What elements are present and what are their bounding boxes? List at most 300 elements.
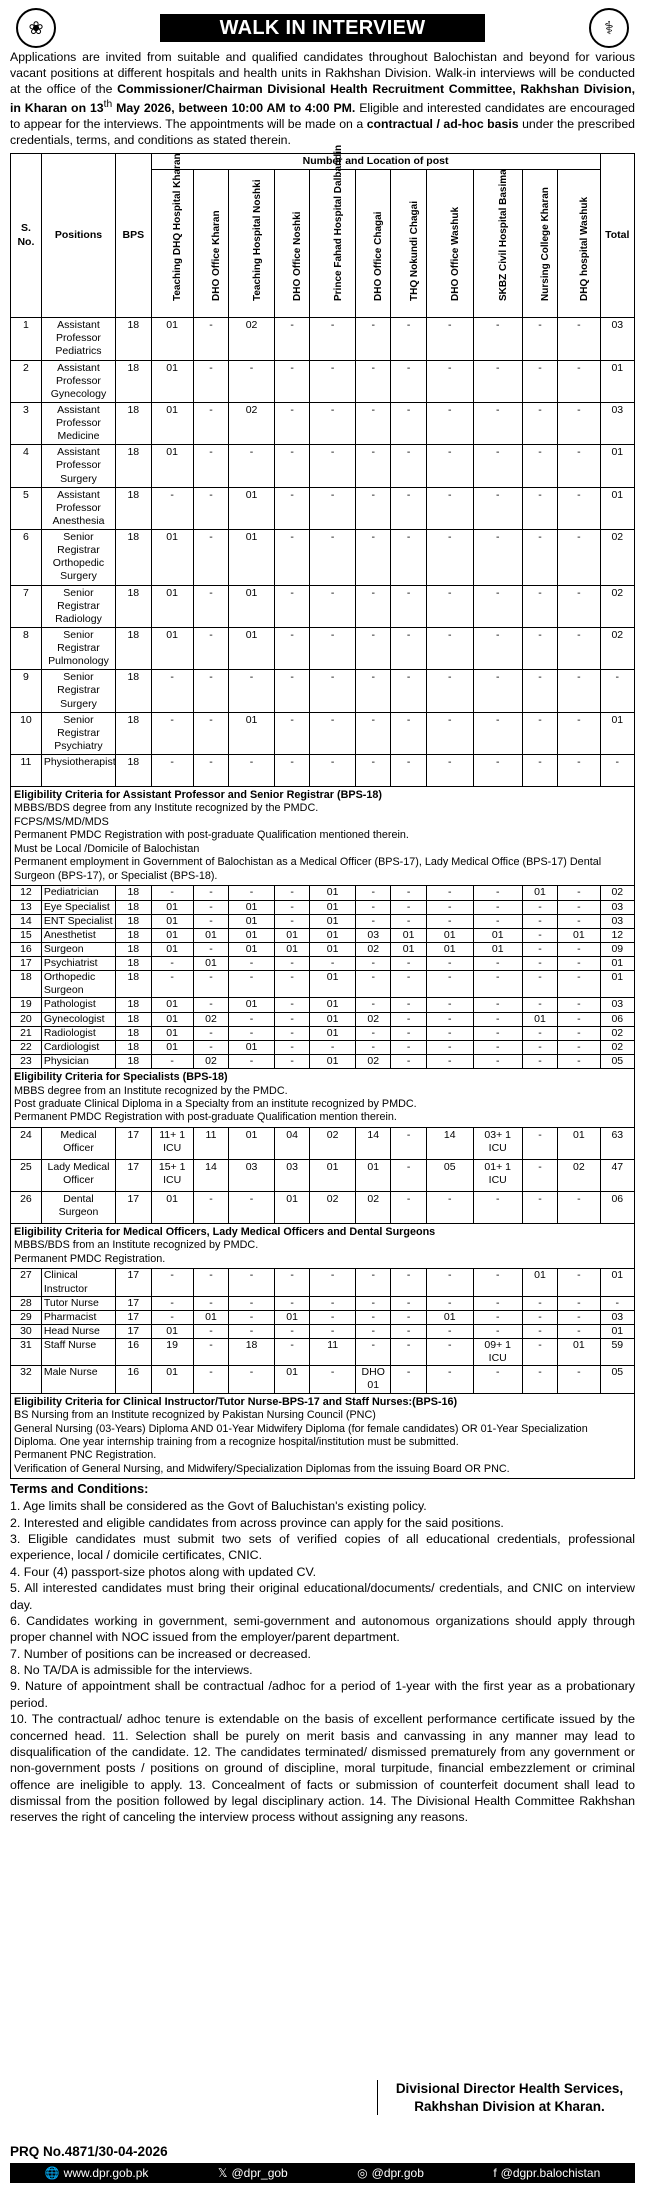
count-cell: - xyxy=(558,914,600,928)
intro-text-3: under the prescribed credentials, terms, and conditions as stated therein. xyxy=(10,117,635,148)
sno-cell: 7 xyxy=(11,585,42,627)
position-cell: Clinical Instructor xyxy=(41,1269,115,1296)
table-row xyxy=(11,445,635,487)
count-cell: 01 xyxy=(310,942,356,956)
count-cell: - xyxy=(193,360,228,402)
count-cell: - xyxy=(274,755,309,787)
table-row xyxy=(11,1339,635,1366)
position-cell: Gynecologist xyxy=(41,1012,115,1026)
count-cell: 01 xyxy=(229,942,275,956)
count-cell: 01 xyxy=(426,1310,473,1324)
count-cell: - xyxy=(391,1339,426,1366)
sno-cell: 19 xyxy=(11,998,42,1012)
social-handle: @dgpr.balochistan xyxy=(500,2165,601,2180)
count-cell: - xyxy=(522,1310,557,1324)
location-header xyxy=(473,170,522,318)
count-cell: 01 xyxy=(151,1324,193,1338)
social-link[interactable] xyxy=(493,2166,600,2181)
bps-cell: 18 xyxy=(116,971,151,998)
term-item: 1. Age limits shall be considered as the Govt of Baluchistan's existing policy. xyxy=(10,1499,427,1514)
location-header-label: Prince Fahad Hospital Dalbandin xyxy=(332,144,344,301)
count-cell: - xyxy=(391,1310,426,1324)
count-cell: - xyxy=(522,585,557,627)
count-cell: - xyxy=(274,318,309,360)
count-cell: - xyxy=(558,1012,600,1026)
count-cell: - xyxy=(310,670,356,712)
table-row xyxy=(11,1296,635,1310)
sno-cell: 11 xyxy=(11,755,42,787)
table-row xyxy=(11,530,635,586)
sno-cell: 5 xyxy=(11,487,42,529)
count-cell: - xyxy=(426,712,473,754)
count-cell: - xyxy=(193,585,228,627)
term-item: 8. No TA/DA is admissible for the interviews. xyxy=(10,1663,253,1678)
count-cell: - xyxy=(391,998,426,1012)
count-cell: - xyxy=(274,712,309,754)
term-item: 2. Interested and eligible candidates from across province can apply for the said positions. xyxy=(10,1515,504,1530)
count-cell: - xyxy=(310,712,356,754)
count-cell: - xyxy=(193,670,228,712)
position-cell: Assistant Professor Pediatrics xyxy=(41,318,115,360)
count-cell: - xyxy=(229,445,275,487)
bps-cell: 18 xyxy=(116,318,151,360)
eligibility-line: Permanent PMDC Registration with post-graduate Qualification mentioned therein. xyxy=(14,829,409,842)
signatory-block xyxy=(377,2080,635,2115)
position-cell: Pharmacist xyxy=(41,1310,115,1324)
count-cell: - xyxy=(391,487,426,529)
count-cell: - xyxy=(558,971,600,998)
count-cell: 14 xyxy=(356,1127,391,1159)
count-cell: - xyxy=(473,914,522,928)
count-cell: - xyxy=(473,445,522,487)
total-cell: 06 xyxy=(600,1191,634,1223)
table-row xyxy=(11,1324,635,1338)
count-cell: 02 xyxy=(193,1012,228,1026)
count-cell: 01 xyxy=(151,1191,193,1223)
table-row xyxy=(11,627,635,669)
total-cell: 01 xyxy=(600,445,634,487)
count-cell: - xyxy=(151,886,193,900)
count-cell: 01 xyxy=(310,900,356,914)
count-cell: 01+ 1 ICU xyxy=(473,1159,522,1191)
count-cell: - xyxy=(473,585,522,627)
count-cell: - xyxy=(229,1296,275,1310)
location-header-label: Teaching DHQ Hospital Kharan xyxy=(172,153,184,301)
count-cell: - xyxy=(473,1296,522,1310)
eligibility-criteria xyxy=(11,787,635,886)
total-cell: 02 xyxy=(600,627,634,669)
count-cell: - xyxy=(391,1296,426,1310)
count-cell: 02 xyxy=(229,318,275,360)
table-row xyxy=(11,942,635,956)
count-cell: - xyxy=(558,1026,600,1040)
position-cell: Male Nurse xyxy=(41,1366,115,1393)
social-link[interactable] xyxy=(218,2166,288,2181)
count-cell: - xyxy=(391,318,426,360)
count-cell: - xyxy=(356,585,391,627)
sno-cell: 32 xyxy=(11,1366,42,1393)
count-cell: - xyxy=(558,585,600,627)
position-cell: Lady Medical Officer xyxy=(41,1159,115,1191)
position-cell: Pathologist xyxy=(41,998,115,1012)
count-cell: - xyxy=(558,712,600,754)
location-header-label: THQ Nokundi Chagai xyxy=(408,200,420,301)
count-cell: - xyxy=(193,712,228,754)
position-cell: Cardiologist xyxy=(41,1040,115,1054)
terms-section xyxy=(10,1481,635,1825)
instagram-icon: ◎ xyxy=(357,2165,368,2180)
count-cell: - xyxy=(473,487,522,529)
count-cell: - xyxy=(229,886,275,900)
count-cell: - xyxy=(391,1324,426,1338)
count-cell: - xyxy=(274,530,309,586)
count-cell: - xyxy=(356,886,391,900)
eligibility-title: Eligibility Criteria for Clinical Instructor/Tutor Nurse-BPS-17 and Staff Nurses:(BPS-16) xyxy=(14,1395,458,1408)
count-cell: - xyxy=(274,1026,309,1040)
count-cell: - xyxy=(274,914,309,928)
count-cell: 01 xyxy=(310,1012,356,1026)
count-cell: - xyxy=(391,1040,426,1054)
count-cell: - xyxy=(473,755,522,787)
count-cell: - xyxy=(356,402,391,444)
count-cell: 01 xyxy=(473,928,522,942)
location-header-label: DHO Office Noshki xyxy=(292,211,304,301)
count-cell: - xyxy=(522,755,557,787)
count-cell: 01 xyxy=(274,928,309,942)
count-cell: - xyxy=(391,1191,426,1223)
count-cell: - xyxy=(274,1269,309,1296)
count-cell: 01 xyxy=(229,900,275,914)
count-cell: - xyxy=(426,487,473,529)
count-cell: - xyxy=(356,360,391,402)
count-cell: - xyxy=(473,530,522,586)
count-cell: - xyxy=(522,957,557,971)
count-cell: 01 xyxy=(151,1012,193,1026)
term-item: 10. The contractual/ adhoc tenure is extendable on the basis of excellent performance certificate issued by the concerned head. 11. Selection shall be purely on merit basis and canvassing in any manner may lead to disqualification of the candidate. 12. The candidates terminated/ dismissed prematurely from any government or non-government posts / positions on ground of discipline, moral turpitude, financial embezzlement or criminal offence are ineligible to apply. 13. Concealment of facts or submission of counterfeit document shall lead to dismissal from the position followed by legal disciplinary action. 14. The Divisional Health Committee Rakhshan reserves the right of canceling the interview process without assigning any reasons. xyxy=(10,1712,635,1825)
position-cell: Senior Registrar Surgery xyxy=(41,670,115,712)
count-cell: 02 xyxy=(356,1191,391,1223)
count-cell: - xyxy=(558,318,600,360)
eligibility-line: Permanent PMDC Registration. xyxy=(14,1252,166,1265)
term-item: 7. Number of positions can be increased or decreased. xyxy=(10,1646,311,1661)
count-cell: - xyxy=(193,318,228,360)
eligibility-title: Eligibility Criteria for Medical Officers, Lady Medical Officers and Dental Surgeons xyxy=(14,1225,436,1238)
bps-cell: 18 xyxy=(116,886,151,900)
terms-title: Terms and Conditions: xyxy=(10,1481,149,1497)
health-dept-emblem-icon: ⚕ xyxy=(589,8,629,48)
bps-cell: 18 xyxy=(116,957,151,971)
count-cell: - xyxy=(193,1269,228,1296)
table-row xyxy=(11,585,635,627)
count-cell: - xyxy=(310,445,356,487)
count-cell: - xyxy=(522,998,557,1012)
eligibility-line: MBBS/BDS degree from any Institute recognized by the PMDC. xyxy=(14,802,319,815)
count-cell: - xyxy=(356,487,391,529)
sno-cell: 15 xyxy=(11,928,42,942)
sno-cell: 8 xyxy=(11,627,42,669)
count-cell: - xyxy=(473,402,522,444)
count-cell: - xyxy=(522,1366,557,1393)
location-header xyxy=(229,170,275,318)
count-cell: 11 xyxy=(193,1127,228,1159)
count-cell: - xyxy=(473,712,522,754)
count-cell: 02 xyxy=(356,942,391,956)
col-positions-header: Positions xyxy=(41,154,115,318)
count-cell: - xyxy=(558,1296,600,1310)
total-cell: 01 xyxy=(600,487,634,529)
count-cell: - xyxy=(473,1310,522,1324)
count-cell: - xyxy=(558,755,600,787)
intro-date-time: May 2026, between 10:00 AM to 4:00 PM. xyxy=(112,101,356,116)
eligibility-line: General Nursing (03-Years) Diploma AND 01-Year Midwifery Diploma (for female candidates) OR 01-Year Specialization Diploma. One year internship training from a recognize hospital/institution must be submitted. xyxy=(14,1422,588,1448)
count-cell: - xyxy=(356,1040,391,1054)
sno-cell: 24 xyxy=(11,1127,42,1159)
sno-cell: 23 xyxy=(11,1054,42,1068)
count-cell: 01 xyxy=(310,998,356,1012)
count-cell: 01 xyxy=(426,928,473,942)
count-cell: - xyxy=(522,530,557,586)
count-cell: - xyxy=(391,971,426,998)
location-header-label: DHO Office Chagai xyxy=(373,211,385,301)
count-cell: - xyxy=(522,487,557,529)
count-cell: - xyxy=(310,1366,356,1393)
count-cell: - xyxy=(558,670,600,712)
count-cell: - xyxy=(274,900,309,914)
bps-cell: 16 xyxy=(116,1366,151,1393)
eligibility-row xyxy=(11,1223,635,1268)
sno-cell: 21 xyxy=(11,1026,42,1040)
eligibility-row xyxy=(11,1069,635,1128)
social-bar xyxy=(10,2163,635,2183)
term-item: 6. Candidates working in government, semi-government and autonomous organizations should apply through proper channel with NOC issued from the employer/parent department. xyxy=(10,1613,635,1645)
facebook-icon: f xyxy=(493,2165,497,2180)
count-cell: - xyxy=(558,360,600,402)
bps-cell: 18 xyxy=(116,670,151,712)
count-cell: - xyxy=(426,1012,473,1026)
count-cell: 01 xyxy=(193,957,228,971)
count-cell: - xyxy=(473,957,522,971)
count-cell: - xyxy=(473,1269,522,1296)
bps-cell: 18 xyxy=(116,755,151,787)
count-cell: - xyxy=(426,886,473,900)
count-cell: - xyxy=(391,712,426,754)
bps-cell: 18 xyxy=(116,928,151,942)
sno-cell: 17 xyxy=(11,957,42,971)
count-cell: - xyxy=(426,1026,473,1040)
count-cell: - xyxy=(356,1269,391,1296)
position-cell: Eye Specialist xyxy=(41,900,115,914)
count-cell: - xyxy=(558,942,600,956)
col-total-header: Total xyxy=(600,154,634,318)
table-row xyxy=(11,914,635,928)
count-cell: - xyxy=(391,445,426,487)
page-title: WALK IN INTERVIEW xyxy=(160,14,485,42)
social-handle: @dpr_gob xyxy=(231,2165,288,2180)
position-cell: Anesthetist xyxy=(41,928,115,942)
count-cell: 01 xyxy=(151,318,193,360)
count-cell: - xyxy=(522,1159,557,1191)
table-row xyxy=(11,928,635,942)
balochistan-emblem-icon: ❀ xyxy=(16,8,56,48)
count-cell: - xyxy=(151,971,193,998)
position-cell: Assistant Professor Surgery xyxy=(41,445,115,487)
count-cell: 01 xyxy=(151,900,193,914)
count-cell: - xyxy=(229,1366,275,1393)
bps-cell: 16 xyxy=(116,1339,151,1366)
count-cell: 14 xyxy=(426,1127,473,1159)
count-cell: - xyxy=(193,1296,228,1310)
count-cell: - xyxy=(193,886,228,900)
count-cell: - xyxy=(473,1054,522,1068)
count-cell: 01 xyxy=(151,1026,193,1040)
count-cell: - xyxy=(193,1366,228,1393)
count-cell: - xyxy=(151,957,193,971)
count-cell: - xyxy=(391,670,426,712)
bps-cell: 17 xyxy=(116,1310,151,1324)
table-row xyxy=(11,900,635,914)
count-cell: 01 xyxy=(229,914,275,928)
position-cell: Medical Officer xyxy=(41,1127,115,1159)
position-cell: Senior Registrar Orthopedic Surgery xyxy=(41,530,115,586)
position-cell: Senior Registrar Radiology xyxy=(41,585,115,627)
count-cell: - xyxy=(229,360,275,402)
count-cell: - xyxy=(193,1324,228,1338)
count-cell: - xyxy=(356,670,391,712)
count-cell: - xyxy=(391,627,426,669)
table-row xyxy=(11,1310,635,1324)
position-cell: Radiologist xyxy=(41,1026,115,1040)
count-cell: - xyxy=(274,670,309,712)
total-cell: 01 xyxy=(600,712,634,754)
count-cell: - xyxy=(193,1040,228,1054)
count-cell: - xyxy=(310,957,356,971)
sno-cell: 16 xyxy=(11,942,42,956)
count-cell: - xyxy=(274,627,309,669)
count-cell: 01 xyxy=(151,445,193,487)
count-cell: - xyxy=(426,1366,473,1393)
table-row xyxy=(11,318,635,360)
total-cell: 02 xyxy=(600,1026,634,1040)
count-cell: - xyxy=(558,627,600,669)
position-cell: Pediatrician xyxy=(41,886,115,900)
social-link[interactable] xyxy=(357,2166,424,2181)
count-cell: 01 xyxy=(310,886,356,900)
intro-text-2: Eligible and interested candidates are encouraged to appear for the interviews. The appointments will be made on a xyxy=(10,101,635,132)
count-cell: - xyxy=(151,1054,193,1068)
count-cell: - xyxy=(151,1310,193,1324)
count-cell: - xyxy=(274,957,309,971)
count-cell: - xyxy=(426,998,473,1012)
sno-cell: 14 xyxy=(11,914,42,928)
location-header xyxy=(522,170,557,318)
sno-cell: 6 xyxy=(11,530,42,586)
intro-date-suffix: th xyxy=(103,98,113,110)
header xyxy=(10,8,635,48)
count-cell: 01 xyxy=(151,1040,193,1054)
total-cell: 05 xyxy=(600,1054,634,1068)
sno-cell: 28 xyxy=(11,1296,42,1310)
total-cell: - xyxy=(600,670,634,712)
count-cell: - xyxy=(151,1269,193,1296)
count-cell: - xyxy=(310,1296,356,1310)
count-cell: - xyxy=(522,1054,557,1068)
count-cell: - xyxy=(356,900,391,914)
count-cell: - xyxy=(473,971,522,998)
count-cell: 01 xyxy=(558,928,600,942)
bps-cell: 18 xyxy=(116,530,151,586)
count-cell: - xyxy=(391,530,426,586)
count-cell: - xyxy=(151,712,193,754)
count-cell: - xyxy=(473,1026,522,1040)
count-cell: - xyxy=(558,402,600,444)
count-cell: 01 xyxy=(310,928,356,942)
sno-cell: 29 xyxy=(11,1310,42,1324)
intro-text-1: Applications are invited from suitable and qualified candidates throughout Balochistan and beyond for various vacant positions at different hospitals and health units in Rakhshan Division. Walk-in interviews will be conducted at the office of the xyxy=(10,50,635,96)
bps-cell: 18 xyxy=(116,712,151,754)
location-header xyxy=(391,170,426,318)
count-cell: 05 xyxy=(426,1159,473,1191)
count-cell: - xyxy=(229,755,275,787)
sno-cell: 26 xyxy=(11,1191,42,1223)
count-cell: 01 xyxy=(558,1127,600,1159)
count-cell: 01 xyxy=(274,942,309,956)
count-cell: 01 xyxy=(310,1054,356,1068)
position-cell: Senior Registrar Pulmonology xyxy=(41,627,115,669)
sno-cell: 4 xyxy=(11,445,42,487)
count-cell: 01 xyxy=(151,942,193,956)
location-header xyxy=(151,153,193,318)
count-cell: 01 xyxy=(522,1269,557,1296)
count-cell: - xyxy=(473,318,522,360)
location-header xyxy=(310,144,356,318)
total-cell: 02 xyxy=(600,1040,634,1054)
count-cell: - xyxy=(310,1040,356,1054)
count-cell: - xyxy=(274,886,309,900)
count-cell: - xyxy=(229,1269,275,1296)
count-cell: - xyxy=(558,998,600,1012)
sno-cell: 22 xyxy=(11,1040,42,1054)
term-item: 3. Eligible candidates must submit two sets of verified copies of all educational credentials, professional experience, local / domicile certificates, CNIC. xyxy=(10,1532,635,1563)
count-cell: - xyxy=(274,360,309,402)
count-cell: - xyxy=(426,971,473,998)
count-cell: - xyxy=(473,1012,522,1026)
count-cell: - xyxy=(522,402,557,444)
total-cell: 05 xyxy=(600,1366,634,1393)
count-cell: 01 xyxy=(426,942,473,956)
count-cell: - xyxy=(310,627,356,669)
count-cell: - xyxy=(522,928,557,942)
count-cell: - xyxy=(310,585,356,627)
count-cell: - xyxy=(356,1324,391,1338)
globe-icon: 🌐 xyxy=(44,2165,60,2180)
table-row xyxy=(11,1040,635,1054)
total-cell: 12 xyxy=(600,928,634,942)
count-cell: - xyxy=(274,1040,309,1054)
count-cell: - xyxy=(391,900,426,914)
position-cell: ENT Specialist xyxy=(41,914,115,928)
social-link[interactable] xyxy=(45,2166,149,2181)
count-cell: - xyxy=(426,530,473,586)
table-row xyxy=(11,957,635,971)
posts-table xyxy=(10,144,635,1479)
count-cell: - xyxy=(522,942,557,956)
count-cell: - xyxy=(426,1269,473,1296)
count-cell: - xyxy=(274,1054,309,1068)
count-cell: - xyxy=(274,487,309,529)
count-cell: 14 xyxy=(193,1159,228,1191)
count-cell: - xyxy=(473,998,522,1012)
count-cell: - xyxy=(473,1191,522,1223)
